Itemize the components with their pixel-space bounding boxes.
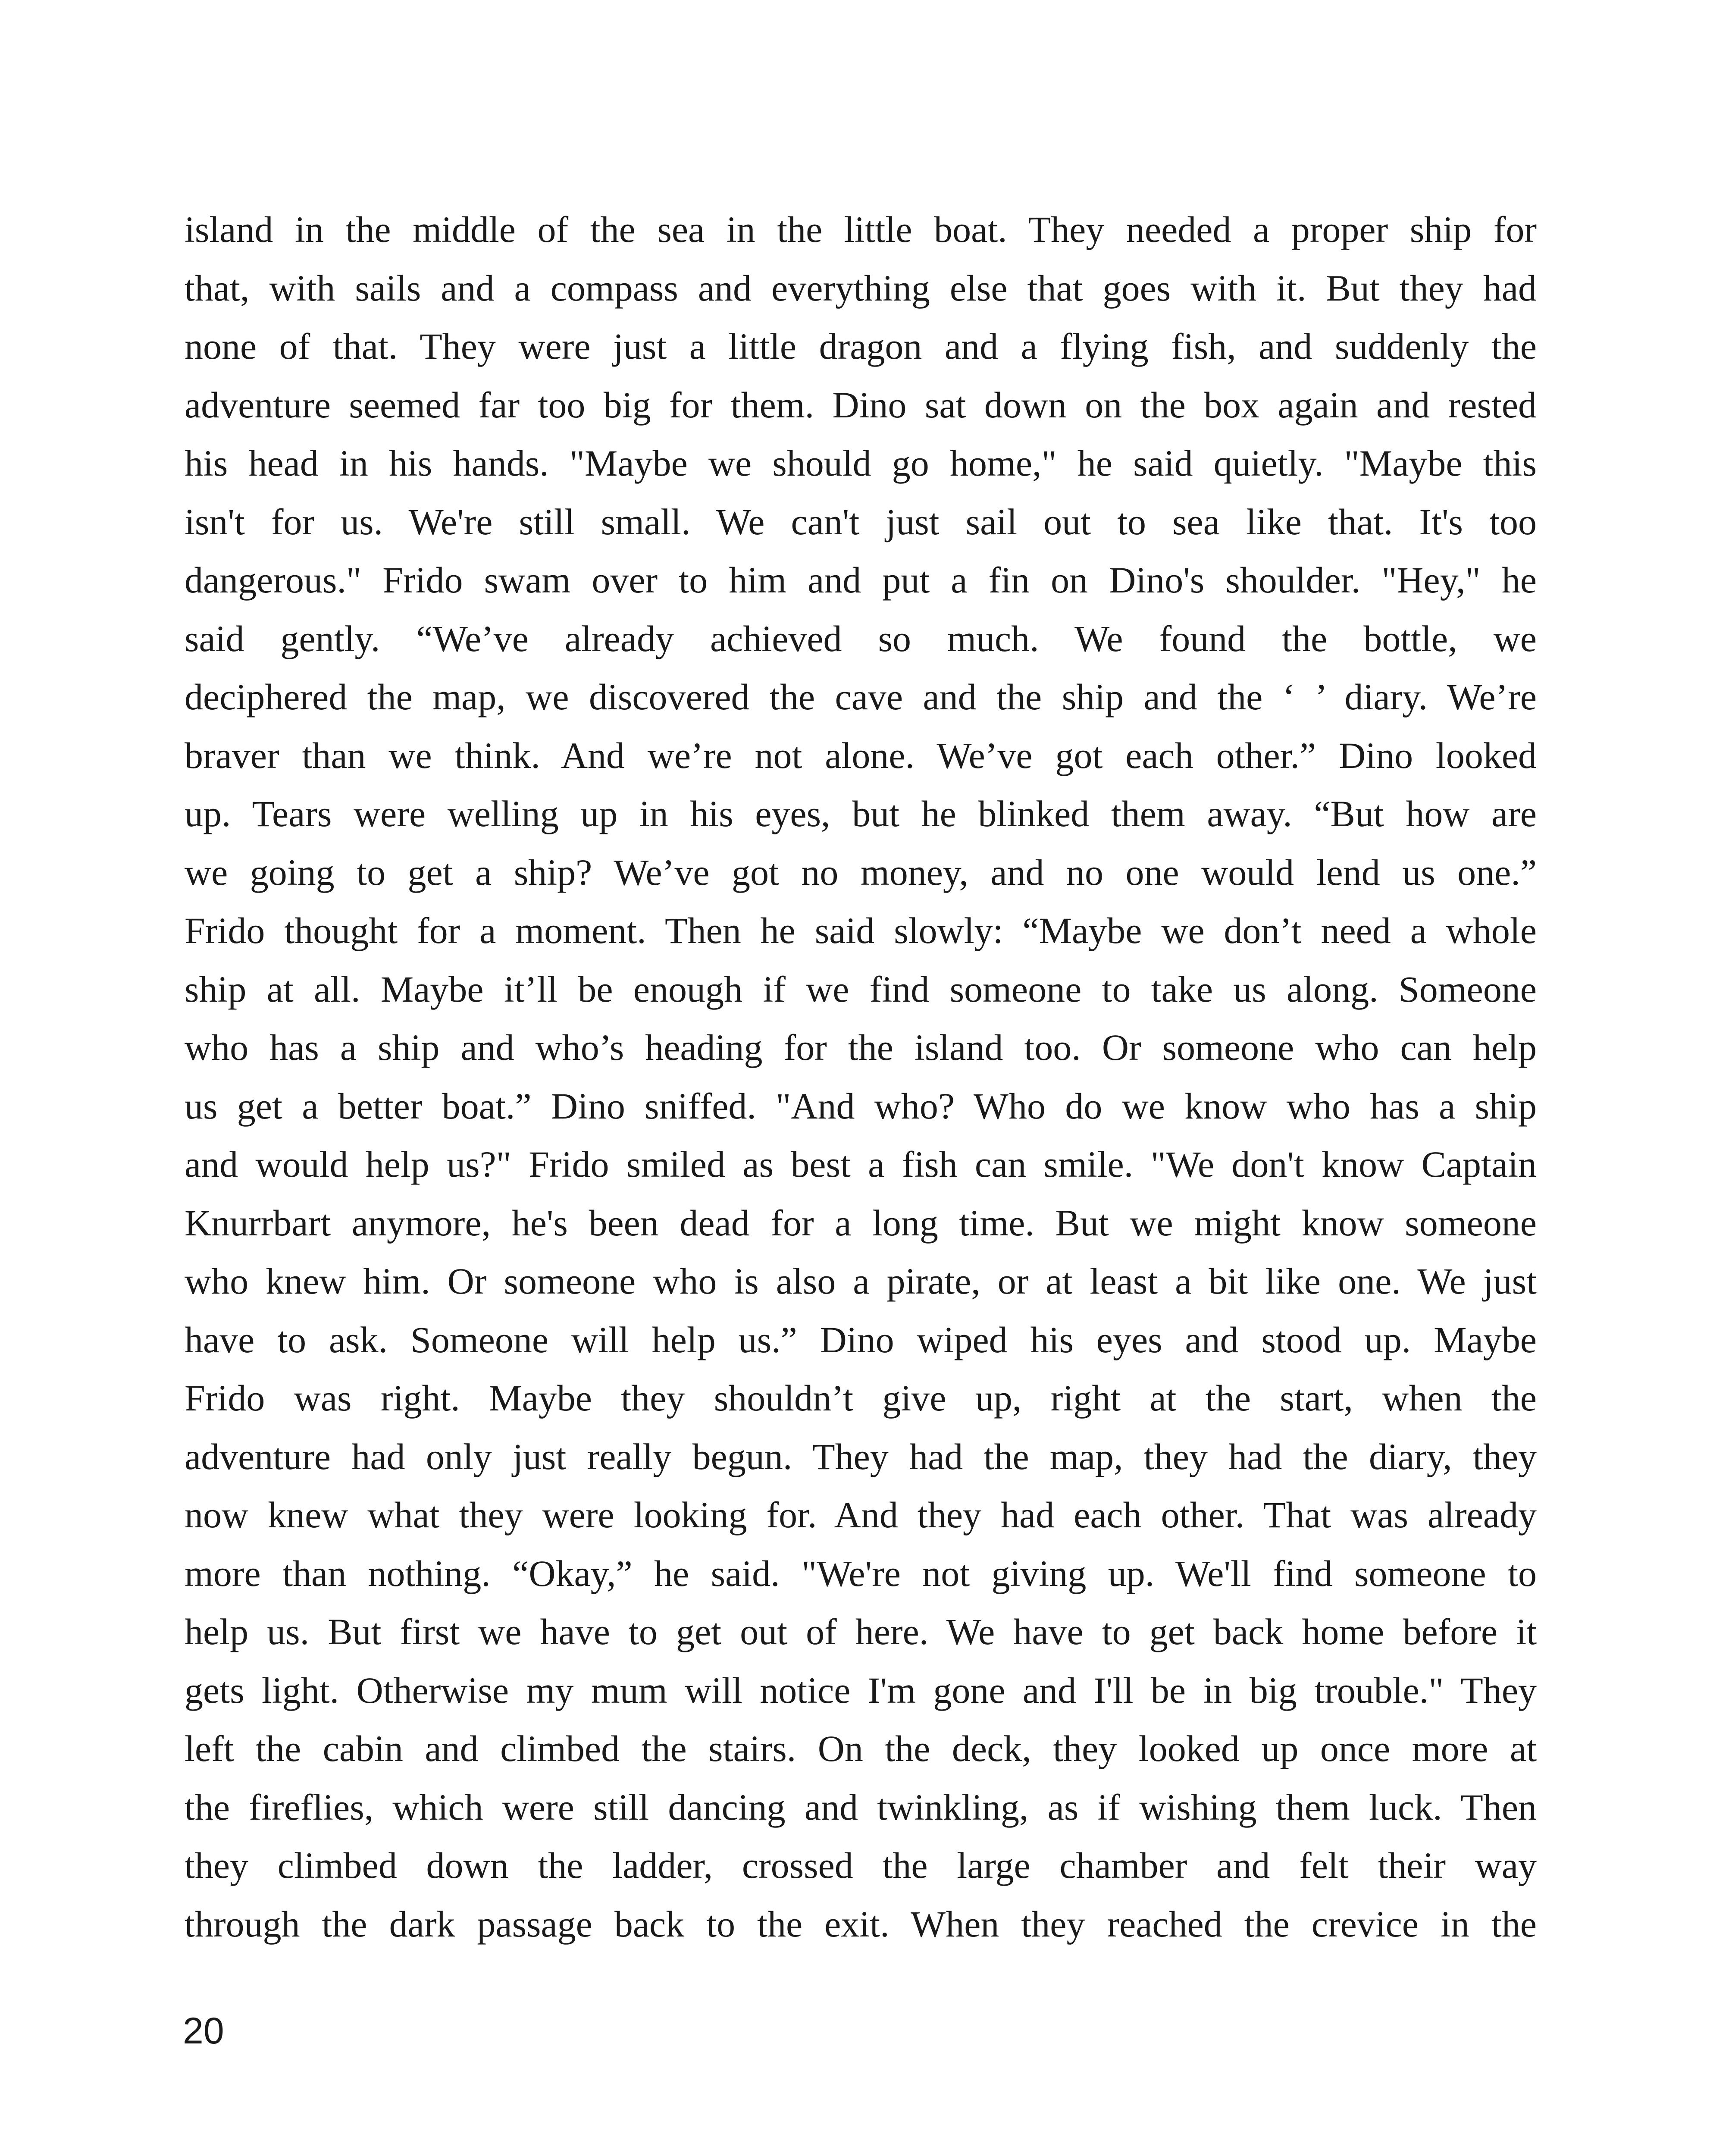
text-line: more than nothing. “Okay,” he said. "We're not giving up. We'll find someone to (185, 1552, 1537, 1594)
text-line: us get a better boat.” Dino sniffed. "And who? Who do we know who has a ship (185, 1085, 1537, 1127)
text-line: deciphered the map, we discovered the cave and the ship and the ‘ ’ diary. We’re (185, 676, 1537, 718)
text-line: isn't for us. We're still small. We can't just sail out to sea like that. It's too (185, 501, 1537, 542)
text-line: Frido thought for a moment. Then he said slowly: “Maybe we don’t need a whole (185, 910, 1537, 951)
text-line: they climbed down the ladder, crossed the large chamber and felt their way (185, 1845, 1537, 1886)
text-line: Knurrbart anymore, he's been dead for a long time. But we might know someone (185, 1202, 1537, 1244)
text-line: who knew him. Or someone who is also a pirate, or at least a bit like one. We just (185, 1260, 1537, 1302)
text-line: braver than we think. And we’re not alone. We’ve got each other.” Dino looked (185, 734, 1537, 776)
text-line: ship at all. Maybe it’ll be enough if we find someone to take us along. Someone (185, 968, 1537, 1010)
text-line: now knew what they were looking for. And they had each other. That was already (185, 1494, 1537, 1536)
text-line: Frido was right. Maybe they shouldn’t give up, right at the start, when the (185, 1377, 1537, 1419)
text-line: who has a ship and who’s heading for the island too. Or someone who can help (185, 1027, 1537, 1068)
text-line: dangerous." Frido swam over to him and put a fin on Dino's shoulder. "Hey," he (185, 559, 1537, 601)
text-line: none of that. They were just a little dragon and a flying fish, and suddenly the (185, 326, 1537, 367)
text-line: that, with sails and a compass and everything else that goes with it. But they had (185, 267, 1537, 309)
text-line: the fireflies, which were still dancing and twinkling, as if wishing them luck. Then (185, 1786, 1537, 1828)
text-line: left the cabin and climbed the stairs. On the deck, they looked up once more at (185, 1728, 1537, 1769)
text-line: through the dark passage back to the exit. When they reached the crevice in the (185, 1903, 1537, 1945)
text-line: gets light. Otherwise my mum will notice I'm gone and I'll be in big trouble." They (185, 1669, 1537, 1711)
text-line: and would help us?" Frido smiled as best a fish can smile. "We don't know Captain (185, 1144, 1537, 1185)
text-line: said gently. “We’ve already achieved so much. We found the bottle, we (185, 617, 1537, 659)
text-line: adventure seemed far too big for them. Dino sat down on the box again and rested (185, 384, 1537, 426)
text-line: help us. But first we have to get out of here. We have to get back home before it (185, 1611, 1537, 1652)
text-line: we going to get a ship? We’ve got no money, and no one would lend us one.” (185, 851, 1537, 893)
text-line: up. Tears were welling up in his eyes, but he blinked them away. “But how are (185, 793, 1537, 834)
text-line: his head in his hands. "Maybe we should go home," he said quietly. "Maybe this (185, 442, 1537, 484)
text-line: have to ask. Someone will help us.” Dino wiped his eyes and stood up. Maybe (185, 1319, 1537, 1360)
text-line: adventure had only just really begun. They had the map, they had the diary, they (185, 1435, 1537, 1477)
page-number: 20 (183, 2010, 224, 2052)
text-line: island in the middle of the sea in the little boat. They needed a proper ship for (185, 209, 1537, 250)
body-text (185, 201, 1537, 1953)
